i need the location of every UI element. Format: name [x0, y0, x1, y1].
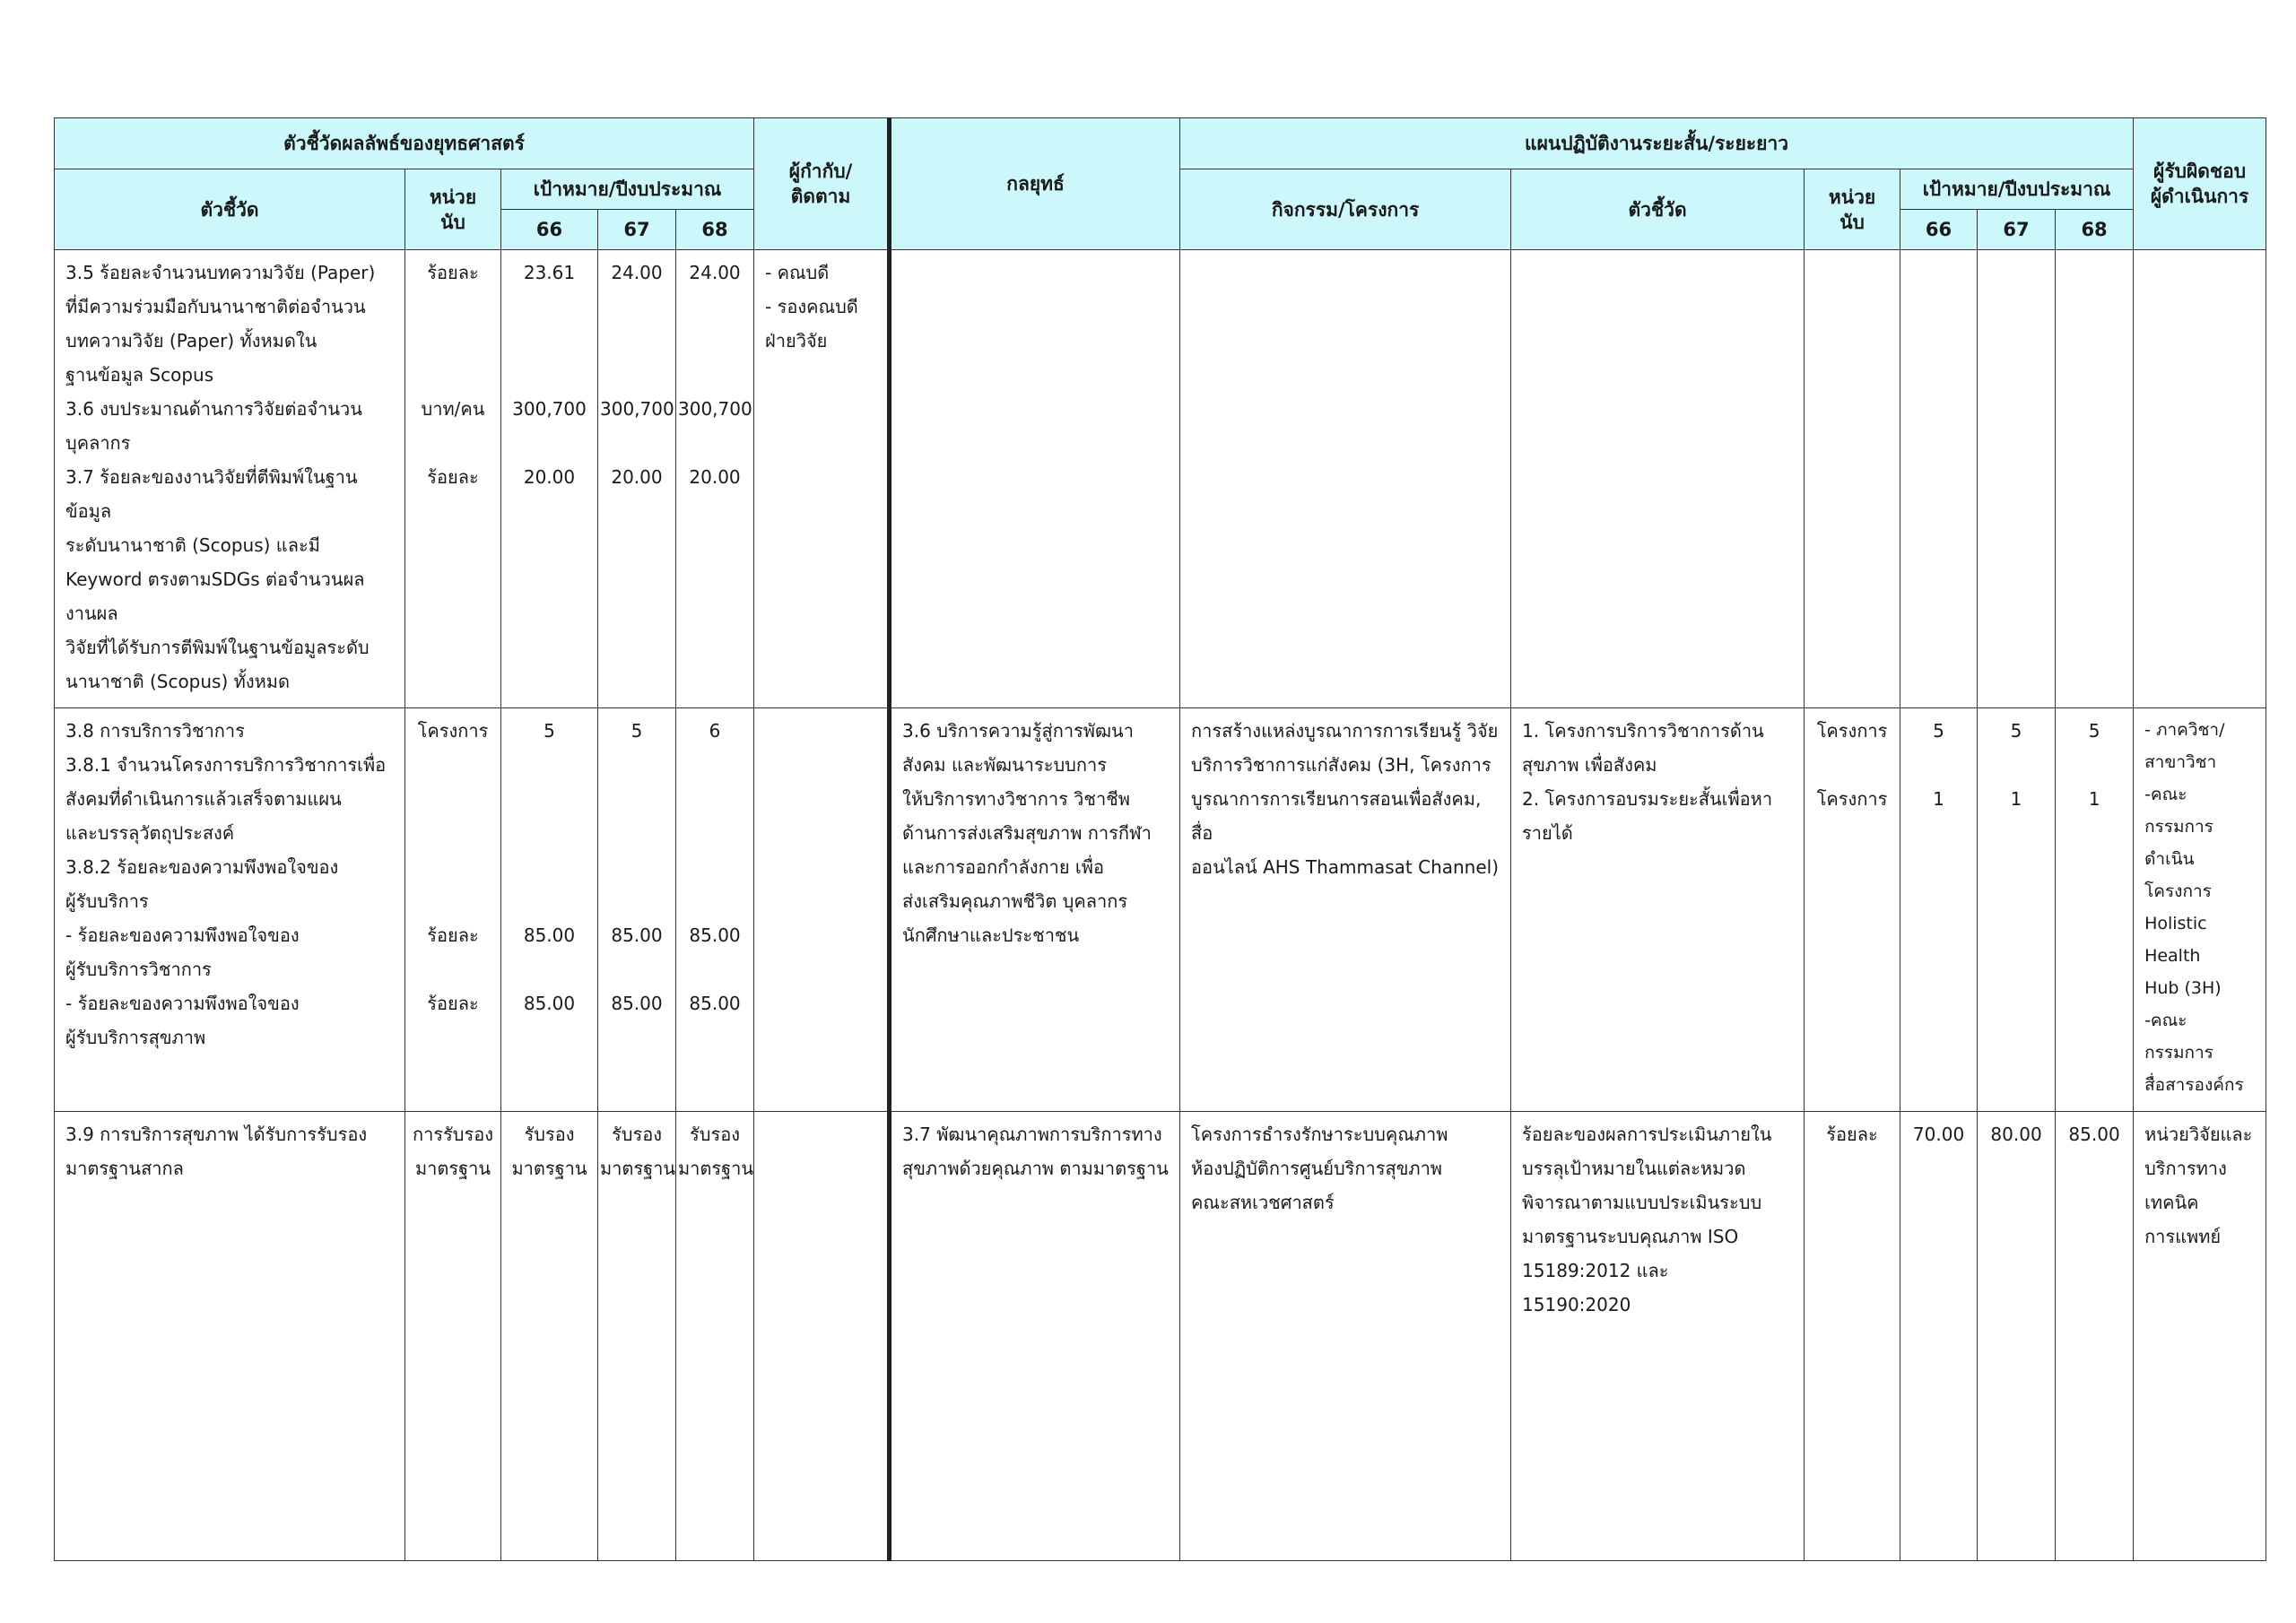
- plan-target-68-cell: 5 1: [2056, 708, 2134, 1112]
- owner-cell: หน่วยวิจัยและ บริการทาง เทคนิค การแพทย์: [2134, 1112, 2266, 1561]
- kpi-cell: 3.9 การบริการสุขภาพ ได้รับการรับรอง มาตรฐานสากล: [55, 1112, 405, 1561]
- strategy-cell: 3.7 พัฒนาคุณภาพการบริการทาง สุขภาพด้วยคุณภาพ ตามมาตรฐาน: [890, 1112, 1180, 1561]
- plan-target-67-cell: 80.00: [1978, 1112, 2056, 1561]
- plan-group-header: แผนปฏิบัติงานระยะสั้น/ระยะยาว: [1180, 118, 2134, 169]
- strategy-cell: [890, 250, 1180, 708]
- year-68-header: 68: [676, 210, 754, 250]
- kpi-cell: 3.8 การบริการวิชาการ 3.8.1 จำนวนโครงการบริการวิชาการเพื่อ สังคมที่ดำเนินการแล้วเสร็จตามแผน และบรรลุวัตถุประสงค์ 3.8.2 ร้อยละของความพึงพอใจของ ผู้รับบริการ - ร้อยละของความพึงพอใจของ ผู้รับบริการวิชาการ - ร้อยละของความพึงพอใจของ ผู้รับบริการสุขภาพ: [55, 708, 405, 1112]
- year-67-header: 67: [598, 210, 676, 250]
- strategy-plan-table: [54, 117, 2266, 1561]
- plan-unit-cell: ร้อยละ: [1805, 1112, 1900, 1561]
- strategy-cell: 3.6 บริการความรู้สู่การพัฒนา สังคม และพัฒนาระบบการ ให้บริการทางวิชาการ วิชาชีพ ด้านการส่งเสริมสุขภาพ การกีฬา และการออกกำลังกาย เพื่อ ส่งเสริมคุณภาพชีวิต บุคลากร นักศึกษาและประชาชน: [890, 708, 1180, 1112]
- plan-unit-header: หน่วย นับ: [1805, 169, 1900, 250]
- target-68-cell: 24.00 300,700 20.00: [676, 250, 754, 708]
- plan-target-67-cell: 5 1: [1978, 708, 2056, 1112]
- plan-kpi-header: ตัวชี้วัด: [1511, 169, 1805, 250]
- activity-header: กิจกรรม/โครงการ: [1180, 169, 1511, 250]
- activity-cell: [1180, 250, 1511, 708]
- owner-cell: - ภาควิชา/ สาขาวิชา -คณะกรรมการ ดำเนินโครงการ Holistic Health Hub (3H) -คณะกรรมการ สื่อสารองค์กร: [2134, 708, 2266, 1112]
- plan-kpi-cell: 1. โครงการบริการวิชาการด้าน สุขภาพ เพื่อสังคม 2. โครงการอบรมระยะสั้นเพื่อหา รายได้: [1511, 708, 1805, 1112]
- table-row: [55, 250, 2266, 708]
- kpi-cell: 3.5 ร้อยละจำนวนบทความวิจัย (Paper) ที่มีความร่วมมือกับนานาชาติต่อจำนวน บทความวิจัย (Paper) ทั้งหมดใน ฐานข้อมูล Scopus 3.6 งบประมาณด้านการวิจัยต่อจำนวน บุคลากร 3.7 ร้อยละของงานวิจัยที่ตีพิมพ์ในฐานข้อมูล ระดับนานาชาติ (Scopus) และมี Keyword ตรงตามSDGs ต่อจำนวนผลงานผล วิจัยที่ได้รับการตีพิมพ์ในฐานข้อมูลระดับ นานาชาติ (Scopus) ทั้งหมด: [55, 250, 405, 708]
- plan-unit-cell: โครงการ โครงการ: [1805, 708, 1900, 1112]
- strategy-header: กลยุทธ์: [890, 118, 1180, 250]
- plan-target-66-cell: [1900, 250, 1978, 708]
- target-67-cell: รับรอง มาตรฐาน: [598, 1112, 676, 1561]
- target-68-cell: รับรอง มาตรฐาน: [676, 1112, 754, 1561]
- owner-cell: [2134, 250, 2266, 708]
- unit-header: หน่วย นับ: [405, 169, 501, 250]
- plan-target-66-cell: 5 1: [1900, 708, 1978, 1112]
- owner-header: ผู้รับผิดชอบ ผู้ดำเนินการ: [2134, 118, 2266, 250]
- target-66-cell: 23.61 300,700 20.00: [501, 250, 598, 708]
- plan-year-68-header: 68: [2056, 210, 2134, 250]
- supervisor-cell: [754, 1112, 890, 1561]
- plan-kpi-cell: ร้อยละของผลการประเมินภายใน บรรลุเป้าหมายในแต่ละหมวด พิจารณาตามแบบประเมินระบบ มาตรฐานระบบคุณภาพ ISO 15189:2012 และ 15190:2020: [1511, 1112, 1805, 1561]
- plan-target-67-cell: [1978, 250, 2056, 708]
- table-row: [55, 708, 2266, 1112]
- target-66-cell: 5 85.00 85.00: [501, 708, 598, 1112]
- year-66-header: 66: [501, 210, 598, 250]
- plan-target-68-cell: 85.00: [2056, 1112, 2134, 1561]
- activity-cell: โครงการธำรงรักษาระบบคุณภาพ ห้องปฏิบัติการศูนย์บริการสุขภาพ คณะสหเวชศาสตร์: [1180, 1112, 1511, 1561]
- plan-target-68-cell: [2056, 250, 2134, 708]
- plan-kpi-cell: [1511, 250, 1805, 708]
- target-67-cell: 5 85.00 85.00: [598, 708, 676, 1112]
- unit-cell: การรับรอง มาตรฐาน: [405, 1112, 501, 1561]
- supervisor-cell: [754, 708, 890, 1112]
- kpi-group-header: ตัวชี้วัดผลลัพธ์ของยุทธศาสตร์: [55, 118, 754, 169]
- kpi-header: ตัวชี้วัด: [55, 169, 405, 250]
- target-68-cell: 6 85.00 85.00: [676, 708, 754, 1112]
- plan-year-67-header: 67: [1978, 210, 2056, 250]
- target-67-cell: 24.00 300,700 20.00: [598, 250, 676, 708]
- supervisor-header: ผู้กำกับ/ ติดตาม: [754, 118, 890, 250]
- unit-cell: ร้อยละ บาท/คน ร้อยละ: [405, 250, 501, 708]
- plan-target-66-cell: 70.00: [1900, 1112, 1978, 1561]
- plan-unit-cell: [1805, 250, 1900, 708]
- plan-year-66-header: 66: [1900, 210, 1978, 250]
- target-66-cell: รับรอง มาตรฐาน: [501, 1112, 598, 1561]
- supervisor-cell: - คณบดี - รองคณบดี ฝ่ายวิจัย: [754, 250, 890, 708]
- activity-cell: การสร้างแหล่งบูรณาการการเรียนรู้ วิจัย บริการวิชาการแก่สังคม (3H, โครงการ บูรณาการการเรียนการสอนเพื่อสังคม, สื่อ ออนไลน์ AHS Thammasat Channel): [1180, 708, 1511, 1112]
- plan-target-header: เป้าหมาย/ปีงบประมาณ: [1900, 169, 2134, 210]
- target-header: เป้าหมาย/ปีงบประมาณ: [501, 169, 754, 210]
- table-row: [55, 1112, 2266, 1561]
- unit-cell: โครงการ ร้อยละ ร้อยละ: [405, 708, 501, 1112]
